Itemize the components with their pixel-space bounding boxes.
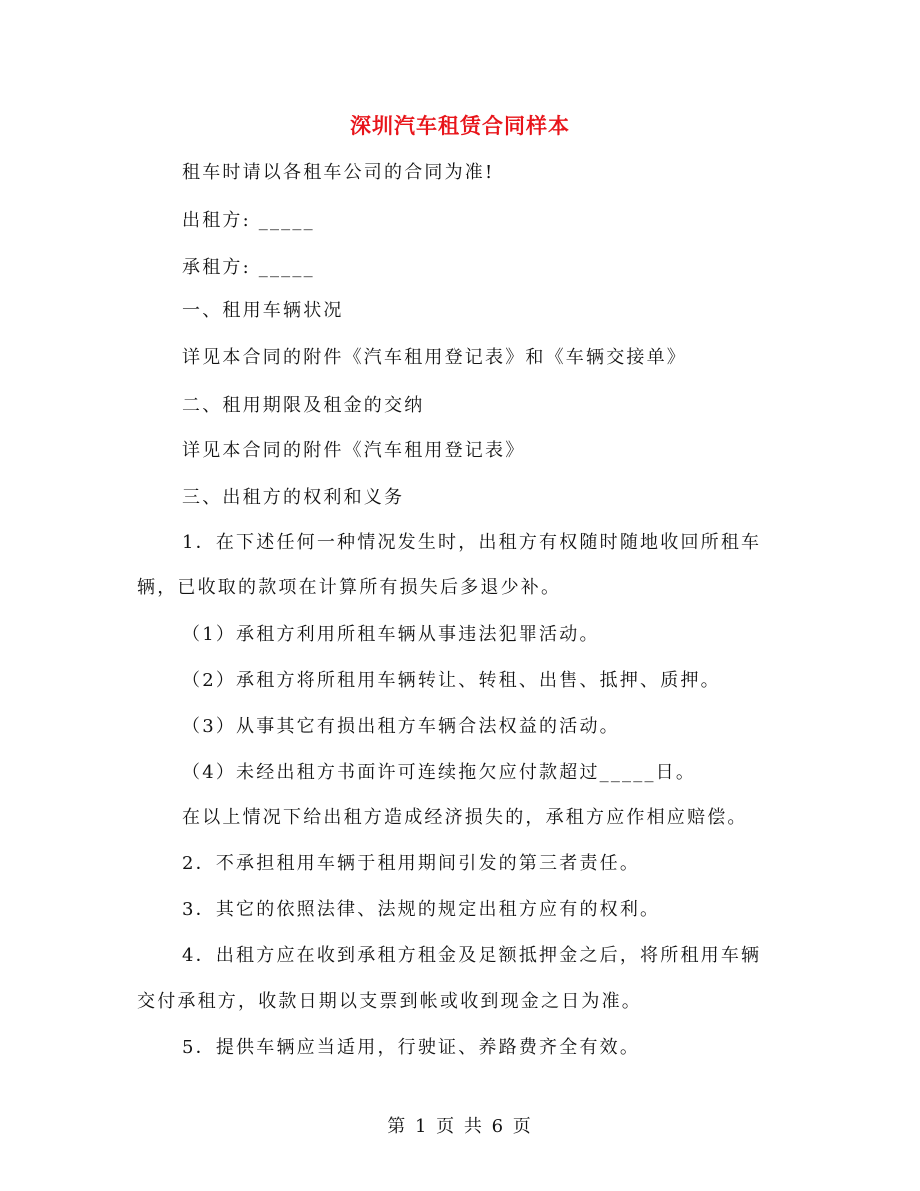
paragraph-line: 详见本合同的附件《汽车租用登记表》和《车辆交接单》 <box>182 347 687 368</box>
paragraph-line: 交付承租方，收款日期以支票到帐或收到现金之日为准。 <box>137 991 642 1012</box>
paragraph-line: 详见本合同的附件《汽车租用登记表》 <box>182 440 526 461</box>
page-number-footer: 第 1 页 共 6 页 <box>387 1116 533 1137</box>
list-item: （1）承租方利用所租车辆从事违法犯罪活动。 <box>182 624 600 645</box>
list-item: （3）从事其它有损出租方车辆合法权益的活动。 <box>182 716 620 737</box>
paragraph-line: 承租方: _____ <box>182 257 315 278</box>
paragraph-line: 出租方: _____ <box>182 210 315 231</box>
section-heading: 一、租用车辆状况 <box>182 300 344 321</box>
paragraph-line: 5．提供车辆应当适用，行驶证、养路费齐全有效。 <box>182 1037 641 1058</box>
paragraph-line: 在以上情况下给出租方造成经济损失的，承租方应作相应赔偿。 <box>182 807 748 828</box>
section-heading: 三、出租方的权利和义务 <box>182 487 405 508</box>
paragraph-line: 4．出租方应在收到承租方租金及足额抵押金之后，将所租用车辆 <box>182 945 762 966</box>
paragraph-line: 2．不承担租用车辆于租用期间引发的第三者责任。 <box>182 853 641 874</box>
paragraph-line: 租车时请以各租车公司的合同为准! <box>182 162 495 183</box>
paragraph-line: 1．在下述任何一种情况发生时，出租方有权随时随地收回所租车 <box>182 532 762 553</box>
list-item: （4）未经出租方书面许可连续拖欠应付款超过_____日。 <box>182 762 697 783</box>
section-heading: 二、租用期限及租金的交纳 <box>182 395 425 416</box>
list-item: （2）承租方将所租用车辆转让、转租、出售、抵押、质押。 <box>182 670 721 691</box>
paragraph-line: 3．其它的依照法律、法规的规定出租方应有的权利。 <box>182 899 661 920</box>
document-title: 深圳汽车租赁合同样本 <box>350 113 570 138</box>
paragraph-line: 辆，已收取的款项在计算所有损失后多退少补。 <box>137 577 562 598</box>
